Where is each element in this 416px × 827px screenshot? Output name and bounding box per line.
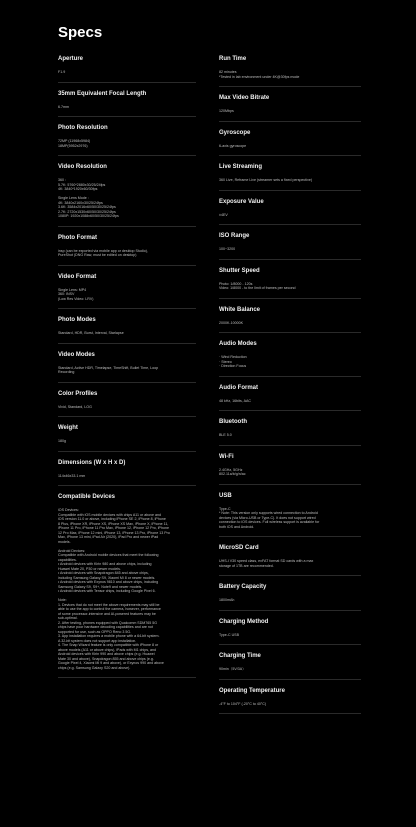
- spec-label: Battery Capacity: [219, 584, 267, 590]
- spec-live-streaming: [219, 164, 361, 191]
- spec-value: Type-C USB: [219, 632, 239, 637]
- spec-label: Operating Temperature: [219, 687, 285, 694]
- spec-value: 90min（5V/3A）: [219, 667, 246, 671]
- spec-label: Audio Format: [219, 384, 258, 391]
- spec-label: Compatible Devices: [58, 494, 116, 500]
- spec-label: Aperture: [58, 56, 84, 62]
- spec-label: Run Time: [219, 56, 247, 62]
- spec-value: 6.7mm: [58, 104, 69, 109]
- spec-label: Photo Resolution: [58, 125, 108, 131]
- spec-run-time: [219, 56, 361, 87]
- spec-dimensions: [58, 460, 196, 487]
- spec-value: -4°F to 104°F (-20°C to 40°C): [219, 701, 267, 706]
- spec-label: Charging Time: [219, 653, 261, 659]
- spec-label: Wi-Fi: [219, 453, 234, 460]
- spec-label: Bluetooth: [219, 419, 247, 425]
- spec-value: 6-axis gyroscope: [219, 143, 247, 148]
- spec-photo-modes: [58, 317, 196, 344]
- spec-microsd-card: [219, 545, 361, 576]
- spec-value: Vivid, Standard, LOG: [58, 404, 92, 409]
- spec-value: iOS Devices: Compatible with iOS mobile devices with chips A11 or above and iOS version 11.0 or above, including iPhone SE 2, iPhone 8, iPhone 8 Plus, iPhone XR, iPhone XS, iPhone XS Max, iPhone X, iPhone 11, iPhone 11 Pro, iPhone 11 Pro Max, iPhone 12, iPhone 12 Pro, iPhone 12 Pro Max, iPhone 12 mini, iPhone 13, iPhone 13 Pro, iPhone 13 Pro Max, iPhone 13 mini, iPad Air (2020), iPad Pro and newer iPad models. Android Devices: Compatible with Android mobile devices that meet the following capabilities. • Android devices with Kirin 980 and above chips, including Huawei Mate 20, P30 or newer models. • Android devices with Snapdragon 845 and above chips, including Samsung Galaxy S9, Xiaomi Mi 8 or newer models. • Android devices with Exynos 9810 and above chips, including Samsung Galaxy S9, S9+, Note9 and newer models. • Android devices with Tensor chips, including Google Pixel 6. Note: 1. Devices that do not meet the above requirements may still be able to use the app to control the camera, however, performance of some processor-intensive and AI-powered features may be sub-optimal. 2. After testing, phones equipped with Qualcomm SDM765 5G chips have poor hardware decoding capabilities and are not supported for use, such as OPPO Reno 3 5G. 3. App installation requires a mobile phone with a 64-bit system. A 32-bit system does not support app installation. 4. The Snap Wizard feature is only compatible with iPhone 8 or above models (A11 or above chips), iPads with M1 chips, and Android devices with Kirin 990 and above chips (e.g. Huawei Mate 30 and above), Snapdragon 855 and above chips (e.g. Google Pixel 4, Xiaomi Mi 9 and above), or Exynos 990 and above chips (e.g. Samsung Galaxy S20 and above).: [58, 508, 170, 670]
- spec-value: 1800mAh: [219, 598, 235, 602]
- page-title: Specs: [58, 24, 103, 41]
- spec-value: Standard, Active HDR, Timelapse, TimeShift, Bullet Time, Loop Recording: [58, 365, 159, 374]
- spec-value: 48 kHz, 16bits, AAC: [219, 398, 251, 403]
- spec-operating-temperature: [219, 688, 361, 715]
- spec-label: Video Resolution: [58, 164, 107, 170]
- spec-value: Single Lens: MP4 360: INSV (Low Res Video: LRV): [58, 287, 94, 301]
- spec-photo-resolution: [58, 125, 196, 156]
- spec-label: Gyroscope: [219, 129, 251, 136]
- spec-value: 82 minutes *Tested in lab environment under 4K@30fps mode: [219, 70, 300, 79]
- spec-color-profiles: [58, 391, 196, 418]
- spec-label: 35mm Equivalent Focal Length: [58, 90, 147, 97]
- spec-audio-modes: [219, 341, 361, 377]
- spec-value: · Wind Reduction · Stereo · Direction Focus: [219, 355, 247, 368]
- spec-focal-length: [58, 91, 196, 118]
- spec-battery-capacity: [219, 584, 361, 611]
- spec-label: Video Format: [58, 273, 97, 280]
- spec-value: 360 : 5.7K: 5760*2880x30/25/24fps 4K: 3840*1920x60/30fps Single Lens Mode : 4K: 3840x2160x30/25/24fps 3.6K: 3584x2016x60/50/30/25/24fps 2.7K: 2720x1530x60/50/30/25/24fps 1080P: 1920x1088x60/50/30/25/24fps: [58, 178, 119, 218]
- spec-label: Photo Modes: [58, 317, 96, 323]
- spec-value: Type-C * Note: This version only supports wired connection to Android devices (via Micro-USB or Type-C). It does not support wired connection to iOS devices. Full wireless support is available for both iOS and Android.: [219, 506, 320, 529]
- spec-value: insp (can be exported via mobile app or desktop Studio), PureShot (DNG Raw, must be edited on desktop): [58, 248, 148, 257]
- spec-label: Dimensions (W x H x D): [58, 459, 126, 466]
- spec-white-balance: [219, 307, 361, 334]
- spec-label: Shutter Speed: [219, 267, 260, 274]
- spec-value: 72MP (11968x5984) 18MP(5952x2976): [58, 139, 91, 148]
- spec-value: UHS-I V30 speed class, exFAT format SD cards with a max storage of 1TB are recommended.: [219, 559, 314, 568]
- spec-label: Max Video Bitrate: [219, 95, 270, 101]
- spec-iso-range: [219, 233, 361, 260]
- spec-video-format: [58, 274, 196, 310]
- spec-wifi: [219, 454, 361, 485]
- spec-video-modes: [58, 352, 196, 383]
- spec-label: White Balance: [219, 306, 261, 313]
- spec-charging-method: [219, 619, 361, 646]
- spec-label: Weight: [58, 425, 78, 431]
- spec-value: 180g: [58, 439, 66, 443]
- spec-label: Audio Modes: [219, 341, 257, 347]
- spec-gyroscope: [219, 130, 361, 157]
- spec-value: 120Mbps: [219, 109, 234, 113]
- spec-value: F1.9: [58, 70, 66, 74]
- spec-label: Video Modes: [58, 351, 95, 358]
- spec-charging-time: [219, 653, 361, 680]
- spec-exposure-value: [219, 199, 361, 226]
- spec-label: ISO Range: [219, 233, 250, 239]
- spec-video-resolution: [58, 164, 196, 227]
- spec-label: Photo Format: [58, 234, 97, 241]
- spec-label: Live Streaming: [219, 164, 263, 170]
- spec-weight: [58, 425, 196, 452]
- spec-label: Charging Method: [219, 618, 269, 625]
- specs-left-column: [58, 56, 196, 686]
- spec-value: 360 Live, Reframe Live (streamer sets a fixed perspective): [219, 178, 313, 182]
- spec-max-video-bitrate: [219, 95, 361, 122]
- specs-right-column: [219, 56, 361, 722]
- spec-shutter-speed: [219, 268, 361, 299]
- spec-photo-format: [58, 235, 196, 266]
- spec-value: 2000K-10000K: [219, 320, 243, 325]
- spec-value: 2.4GHz, 5GHz 802.11a/b/g/n/ac: [219, 467, 246, 476]
- spec-audio-format: [219, 385, 361, 412]
- spec-bluetooth: [219, 419, 361, 446]
- spec-label: MicroSD Card: [219, 545, 259, 551]
- spec-compatible-devices: [58, 494, 196, 678]
- spec-value: Standard, HDR, Burst, Interval, Starlapse: [58, 331, 124, 335]
- spec-value: 114x46x33.1 mm: [58, 473, 86, 478]
- spec-usb: [219, 493, 361, 538]
- spec-label: USB: [219, 492, 232, 499]
- spec-value: 100~3200: [219, 247, 236, 251]
- spec-aperture: [58, 56, 196, 83]
- spec-value: ±4EV: [219, 212, 228, 217]
- spec-label: Exposure Value: [219, 198, 264, 205]
- spec-value: BLE 5.0: [219, 433, 232, 437]
- spec-value: Photo: 1/8000 - 120s Video: 1/8000 - to the limit of frames per second: [219, 281, 296, 290]
- spec-label: Color Profiles: [58, 390, 98, 397]
